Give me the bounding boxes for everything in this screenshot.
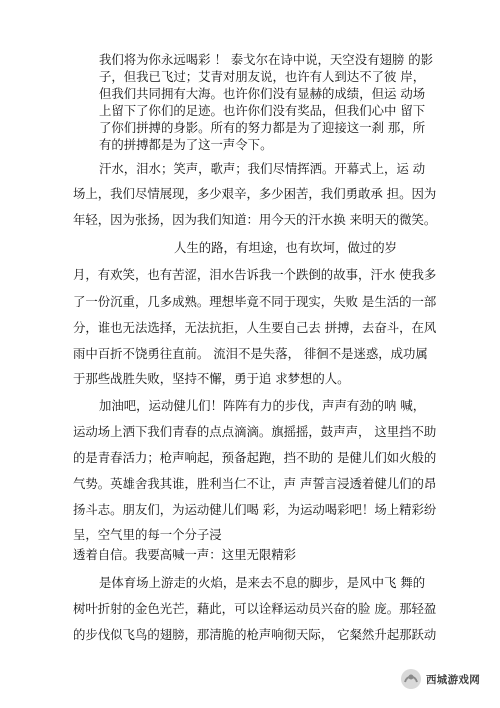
text-line: 于那些战胜失败，坚持不懈，勇于追 求梦想的人。 xyxy=(73,371,350,386)
text-line: 月，有欢笑，也有苦涩，泪水告诉我一个跌倒的故事，汗水 使我多 xyxy=(73,267,437,282)
text-line: 加油吧，运动健儿们！阵阵有力的步伐，声声有劲的呐 喊， xyxy=(99,398,426,413)
site-watermark xyxy=(400,666,482,692)
watermark-logo-icon xyxy=(400,668,422,690)
text-line: 的是青春活力；枪声响起，预备起跑，挡不助的 是健儿们如火般的 xyxy=(73,450,437,465)
text-line: 人生的路，有坦途，也有坎坷，做过的岁 xyxy=(174,240,398,255)
text-line: 有的拼搏都是为了这一声令下。 xyxy=(99,137,273,152)
text-line: 的步伐似飞鸟的翅膀，那清脆的枪声响彻天际， 它粲然升起那跃动 xyxy=(73,627,437,642)
text-line: 上留下了你们的足迹。也许你们没有奖品，但我们心中 留下 xyxy=(99,103,426,118)
text-line: 雨中百折不饶勇往直前。 流泪不是失落， 徘徊不是迷惑，成功属 xyxy=(73,346,428,361)
text-line: 气势。英雄舍我其谁，胜利当仁不让，声 声誓言浸透着健儿们的昂 xyxy=(73,476,437,491)
text-line: 我们将为你永远喝彩 ！ 泰戈尔在诗中说，天空没有翅膀 的影 xyxy=(99,52,433,67)
text-line: 是体育场上游走的火焰，是来去不息的脚步，是风中飞 舞的 xyxy=(99,575,426,590)
text-line: 运动场上洒下我们青春的点点滴滴。旗摇摇，鼓声声， 这里挡不助 xyxy=(73,424,437,439)
text-line: 了你们拼搏的身影。所有的努力都是为了迎接这一刹 那，所 xyxy=(99,120,426,135)
text-line: 透着自信。我要高喊一声：这里无限精彩 xyxy=(73,547,297,562)
text-line: 子，但我已飞过；艾青对朋友说，也许有人到达不了彼 岸， xyxy=(99,69,426,84)
text-line: 扬斗志。朋友们，为运动健儿们喝 彩，为运动喝彩吧！场上精彩纷 xyxy=(73,502,437,517)
text-line: 汗水，泪水；笑声，歌声；我们尽情挥洒。开幕式上，运 动 xyxy=(99,161,426,176)
watermark-text: 西城游戏网 xyxy=(426,673,480,686)
text-line: 年轻，因为张扬，因为我们知道：用今天的汗水换 来明天的微笑。 xyxy=(73,212,437,227)
text-line: 了一份沉重，几多成熟。理想毕竟不同于现实，失败 是生活的一部 xyxy=(73,294,437,309)
text-line: 但我们共同拥有大海。也许你们没有显赫的成绩，但运 动场 xyxy=(99,86,426,101)
text-line: 分，谁也无法选择，无法抗拒，人生要自己去 拼搏，去奋斗，在风 xyxy=(73,320,437,335)
text-line: 场上，我们尽情展现，多少艰辛，多少困苦，我们勇敢承 担。因为 xyxy=(73,186,437,201)
text-line: 呈，空气里的每一个分子浸 xyxy=(73,527,222,542)
text-line: 树叶折射的金色光芒，藉此，可以诠释运动员兴奋的脸 庞。那轻盈 xyxy=(73,601,437,616)
